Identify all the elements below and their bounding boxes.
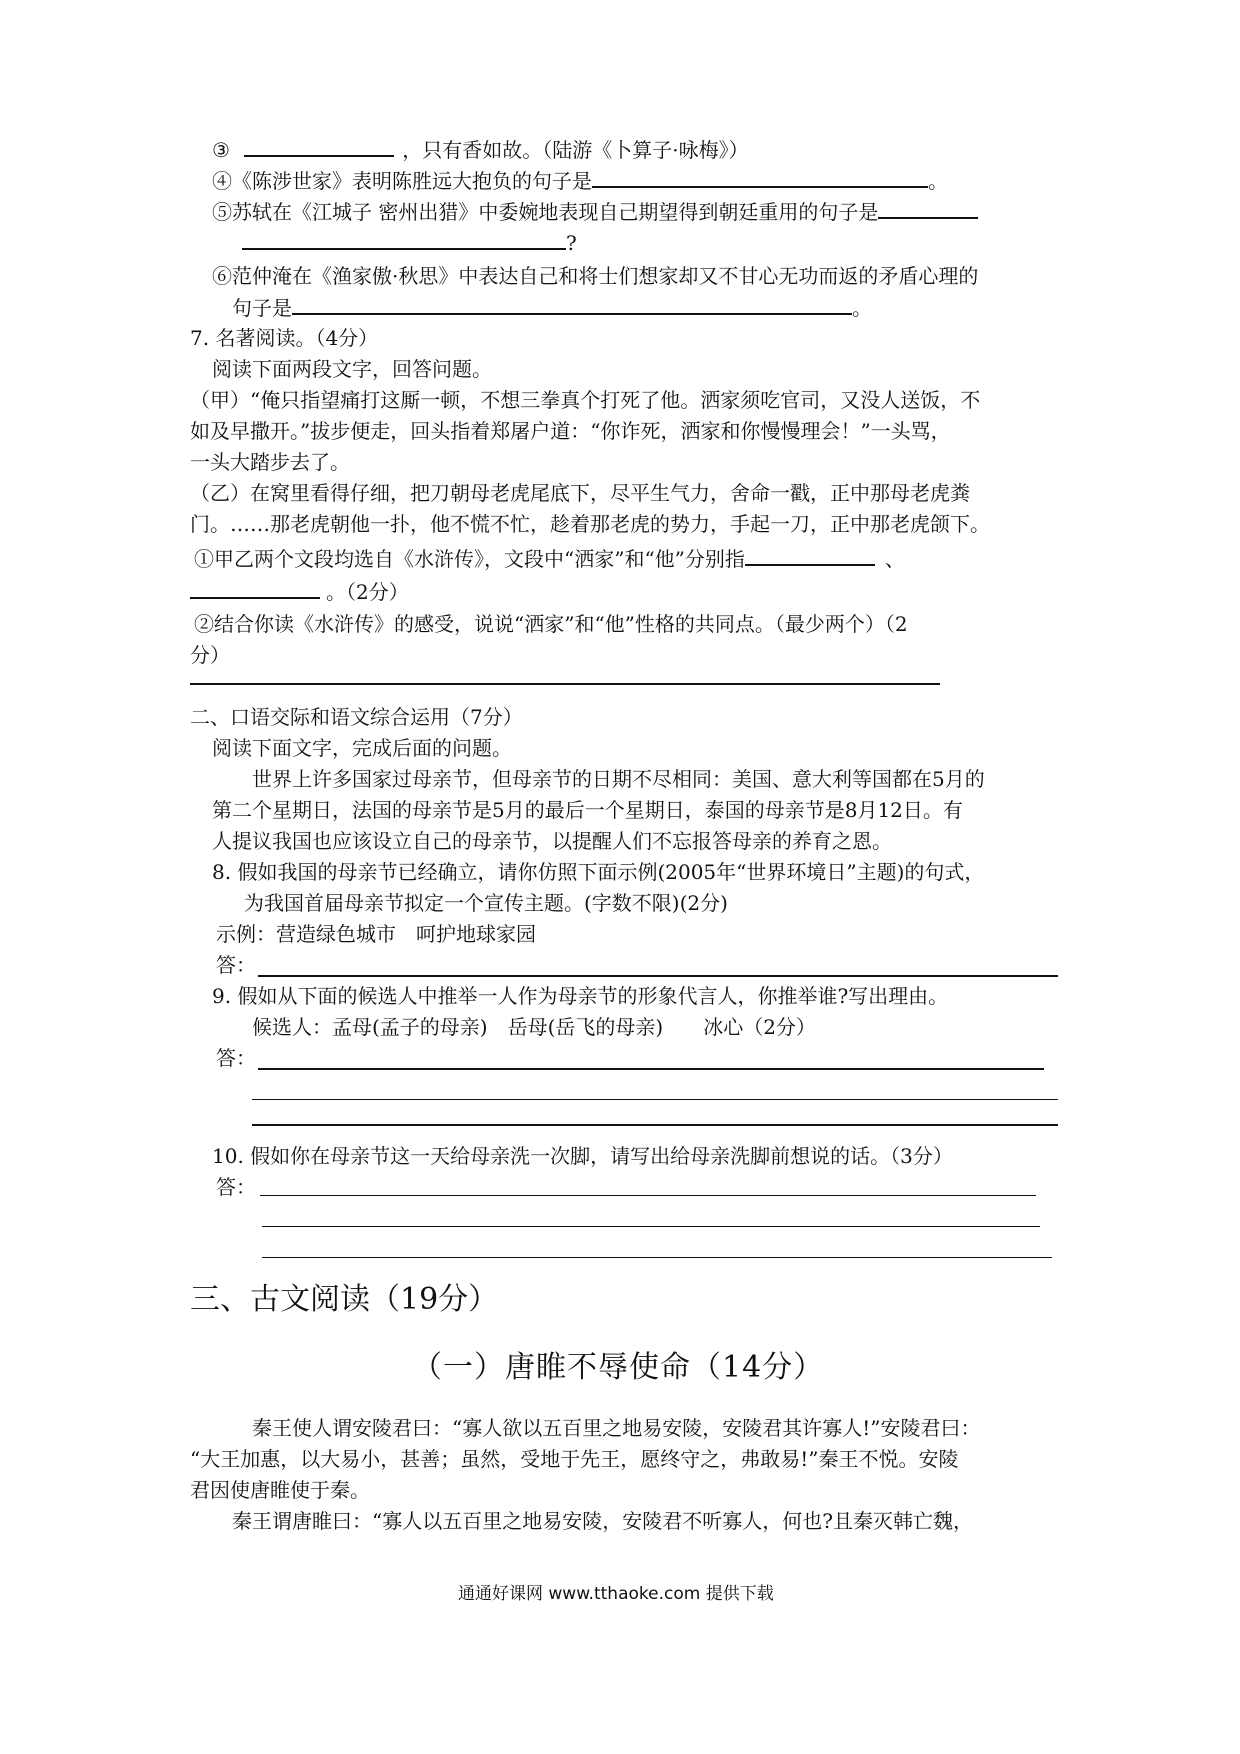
answer-line[interactable] — [262, 1257, 1052, 1258]
fill-blank[interactable] — [292, 293, 852, 315]
q7-passage-jia-2: 如及早撒开。”拔步便走，回头指着郑屠户道：“你诈死，洒家和你慢慢理会！”一头骂， — [190, 419, 951, 443]
part3-text-4: 秦王谓唐睢曰：“寡人以五百里之地易安陵，安陵君不听寡人，何也?且秦灭韩亡魏， — [232, 1509, 973, 1533]
q7-sub1: ①甲乙两个文段均选自《水浒传》，文段中“洒家”和“他”分别指 、 — [194, 544, 905, 573]
answer-line[interactable] — [258, 1068, 1044, 1070]
q6-line-5b: ? — [242, 228, 577, 257]
answer-line[interactable] — [190, 683, 940, 685]
q7-sub2-cont: 分） — [190, 643, 230, 667]
fill-blank[interactable] — [745, 544, 875, 566]
q7-passage-yi-2: 门。……那老虎朝他一扑，他不慌不忙，趁着那老虎的势力，手起一刀，正中那老虎颌下。 — [190, 512, 990, 536]
q9-line-1: 9. 假如从下面的候选人中推举一人作为母亲节的形象代言人，你推举谁?写出理由。 — [212, 984, 949, 1008]
answer-line[interactable] — [252, 1099, 1058, 1100]
part3-text-2: “大王加惠，以大易小，甚善；虽然，受地于先王，愿终守之，弗敢易!”秦王不悦。安陵 — [190, 1447, 959, 1471]
part3-subtitle: （一）唐睢不辱使命（14分） — [412, 1350, 825, 1385]
q8-answer-label: 答： — [216, 953, 256, 977]
page-footer: 通通好课网 www.tthaoke.com 提供下载 — [458, 1584, 774, 1604]
fill-blank[interactable] — [242, 228, 566, 250]
part2-intro: 阅读下面文字，完成后面的问题。 — [212, 736, 512, 760]
answer-line[interactable] — [252, 1124, 1058, 1126]
q8-line-1: 8. 假如我国的母亲节已经确立，请你仿照下面示例(2005年“世界环境日”主题)的句式， — [212, 860, 985, 884]
fill-blank[interactable] — [190, 577, 320, 599]
q9-answer-label: 答： — [216, 1046, 256, 1070]
q10-line: 10. 假如你在母亲节这一天给母亲洗一次脚，请写出给母亲洗脚前想说的话。（3分） — [212, 1144, 953, 1168]
q9-line-2: 候选人：孟母(孟子的母亲) 岳母(岳飞的母亲) 冰心（2分） — [252, 1015, 816, 1039]
fill-blank[interactable] — [244, 135, 394, 157]
q7-title: 7. 名著阅读。（4分） — [190, 326, 379, 350]
part2-passage-1: 世界上许多国家过母亲节，但母亲节的日期不尽相同：美国、意大利等国都在5月的 — [252, 767, 985, 791]
q7-passage-yi-1: （乙）在窝里看得仔细，把刀朝母老虎尾底下，尽平生气力，舍命一戳，正中那母老虎粪 — [190, 481, 970, 505]
q10-answer-label: 答： — [216, 1175, 256, 1199]
q8-line-2: 为我国首届母亲节拟定一个宣传主题。(字数不限)(2分) — [244, 891, 728, 915]
q8-example: 示例：营造绿色城市 呵护地球家园 — [216, 922, 536, 946]
q6-line-6b: 句子是 。 — [232, 293, 872, 322]
q6-line-3: ③ ，只有香如故。（陆游《卜算子·咏梅》） — [212, 135, 749, 164]
answer-line[interactable] — [258, 975, 1058, 977]
q7-sub2: ②结合你读《水浒传》的感受，说说“洒家”和“他”性格的共同点。（最少两个）（2 — [194, 612, 908, 636]
q6-line-4: ④《陈涉世家》表明陈胜远大抱负的句子是 。 — [212, 166, 948, 195]
part3-text-3: 君因使唐睢使于秦。 — [190, 1478, 370, 1502]
answer-line[interactable] — [260, 1195, 1036, 1196]
part3-title: 三、古文阅读（19分） — [190, 1282, 499, 1317]
part2-passage-3: 人提议我国也应该设立自己的母亲节，以提醒人们不忘报答母亲的养育之恩。 — [212, 829, 892, 853]
part3-text-1: 秦王使人谓安陵君曰：“寡人欲以五百里之地易安陵，安陵君其许寡人!”安陵君曰： — [252, 1416, 981, 1440]
fill-blank[interactable] — [878, 197, 978, 219]
q7-sub1-cont: 。（2分） — [190, 577, 409, 606]
answer-line[interactable] — [262, 1226, 1040, 1227]
q7-passage-jia-1: （甲）“俺只指望痛打这厮一顿，不想三拳真个打死了他。洒家须吃官司，又没人送饭，不 — [190, 388, 981, 412]
part2-passage-2: 第二个星期日，法国的母亲节是5月的最后一个星期日，泰国的母亲节是8月12日。有 — [212, 798, 963, 822]
part2-title: 二、口语交际和语文综合运用（7分） — [190, 705, 523, 729]
q6-line-6: ⑥范仲淹在《渔家傲·秋思》中表达自己和将士们想家却又不甘心无功而返的矛盾心理的 — [212, 264, 979, 288]
q6-line-5: ⑤苏轼在《江城子 密州出猎》中委婉地表现自己期望得到朝廷重用的句子是 — [212, 197, 978, 226]
q7-passage-jia-3: 一头大踏步去了。 — [190, 450, 350, 474]
q7-intro: 阅读下面两段文字，回答问题。 — [212, 357, 492, 381]
fill-blank[interactable] — [592, 166, 928, 188]
